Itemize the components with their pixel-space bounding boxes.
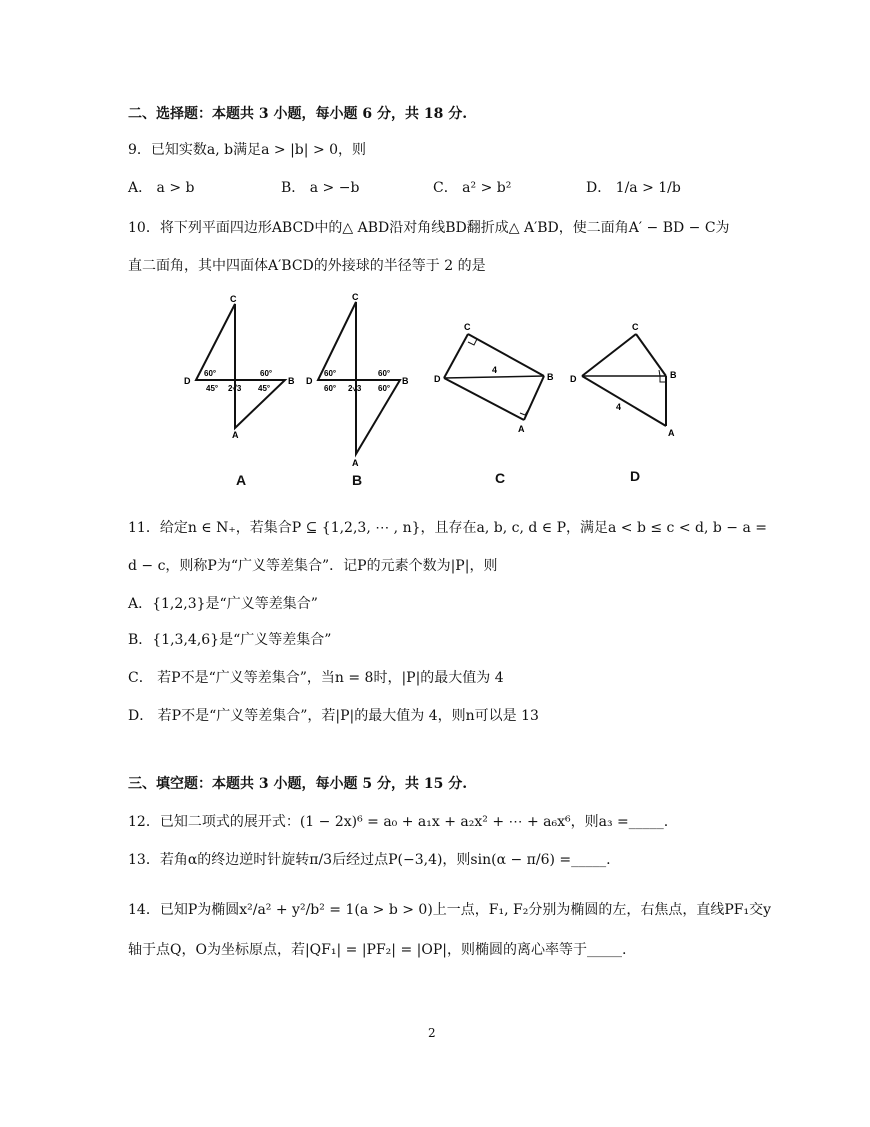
figure-c-diagram — [430, 318, 560, 438]
figure-b-angle-2: 60° — [378, 369, 391, 378]
figure-d-diagram — [566, 318, 686, 438]
figure-c-label: C — [495, 470, 506, 486]
figure-d-label: D — [630, 468, 641, 484]
figure-a-angle-3: 45° — [206, 384, 219, 393]
question-14-stem-line2: 轴于点Q，O为坐标原点，若|QF₁| = |PF₂| = |OP|，则椭圆的离心率等于_____. — [128, 942, 627, 958]
figure-b-angle-1: 60° — [324, 369, 337, 378]
figure-b-vertex-a: A — [352, 458, 359, 468]
section-3-heading: 三、填空题：本题共 3 小题，每小题 5 分，共 15 分. — [128, 776, 468, 792]
figure-a-angle-1: 60° — [204, 369, 217, 378]
question-9-stem: 9．已知实数a, b满足a > |b| > 0，则 — [128, 142, 367, 158]
question-11-stem-line1: 11．给定n ∈ N₊，若集合P ⊆ {1,2,3, ⋯ , n}，且存在a, b, c, d ∈ P，满足a < b ≤ c < d, b − a = — [128, 520, 768, 536]
figure-c-vertex-c: C — [464, 322, 471, 332]
figure-b-vertex-d: D — [306, 376, 313, 386]
figure-b-angle-4: 60° — [378, 384, 391, 393]
q11-option-a: A．{1,2,3}是“广义等差集合” — [128, 596, 318, 612]
question-12-stem: 12．已知二项式的展开式：(1 − 2x)⁶ = a₀ + a₁x + a₂x² + ⋯ + a₆x⁶，则a₃ =_____. — [128, 814, 669, 830]
figure-c-vertex-d: D — [434, 374, 441, 384]
figure-c-vertex-a: A — [518, 424, 525, 434]
section-2-heading: 二、选择题：本题共 3 小题，每小题 6 分，共 18 分. — [128, 106, 468, 122]
figure-d-vertex-d: D — [570, 374, 577, 384]
page-number: 2 — [428, 1026, 436, 1040]
figure-a-vertex-c: C — [230, 294, 237, 304]
figure-b-diagram — [300, 292, 420, 472]
figure-b-diagonal-label: 2√3 — [348, 384, 362, 393]
figure-d-vertex-b: B — [670, 370, 677, 380]
figure-a-angle-2: 60° — [260, 369, 273, 378]
figure-a-vertex-d: D — [184, 376, 191, 386]
figure-b-vertex-c: C — [352, 292, 359, 302]
question-10-stem-line1: 10．将下列平面四边形ABCD中的△ ABD沿对角线BD翻折成△ A′BD，使二面角A′ − BD − C为 — [128, 220, 730, 236]
q9-option-c: C． a² > b² — [433, 180, 512, 196]
q9-option-a: A． a > b — [128, 180, 195, 196]
q9-option-b: B． a > −b — [281, 180, 360, 196]
figure-c-diagonal-label: 4 — [492, 365, 498, 375]
figure-d-side-label: 4 — [616, 402, 622, 412]
figure-a-diagram — [180, 292, 300, 442]
q11-option-d: D． 若P不是“广义等差集合”，若|P|的最大值为 4，则n可以是 13 — [128, 708, 539, 724]
figure-a-diagonal-label: 2√3 — [228, 384, 242, 393]
figure-d-vertex-a: A — [668, 428, 675, 438]
figure-b-angle-3: 60° — [324, 384, 337, 393]
q11-option-b: B．{1,3,4,6}是“广义等差集合” — [128, 632, 332, 648]
figure-a-vertex-a: A — [232, 430, 239, 440]
question-11-stem-line2: d − c，则称P为“广义等差集合”．记P的元素个数为|P|，则 — [128, 558, 498, 574]
question-14-stem-line1: 14．已知P为椭圆x²/a² + y²/b² = 1(a > b > 0)上一点，F₁, F₂分别为椭圆的左，右焦点，直线PF₁交y — [128, 902, 772, 918]
figure-b-label: B — [352, 472, 363, 488]
figure-a-angle-4: 45° — [258, 384, 271, 393]
question-10-stem-line2: 直二面角，其中四面体A′BCD的外接球的半径等于 2 的是 — [128, 258, 486, 274]
q9-option-d: D． 1/a > 1/b — [586, 180, 681, 196]
figure-d-vertex-c: C — [632, 322, 639, 332]
figure-b-vertex-b: B — [402, 376, 409, 386]
figure-c-vertex-b: B — [547, 372, 554, 382]
figure-a-vertex-b: B — [288, 376, 295, 386]
question-13-stem: 13．若角α的终边逆时针旋转π/3后经过点P(−3,4)，则sin(α − π/6) =_____. — [128, 852, 611, 868]
q11-option-c: C． 若P不是“广义等差集合”，当n = 8时，|P|的最大值为 4 — [128, 670, 504, 686]
figure-a-label: A — [236, 472, 247, 488]
